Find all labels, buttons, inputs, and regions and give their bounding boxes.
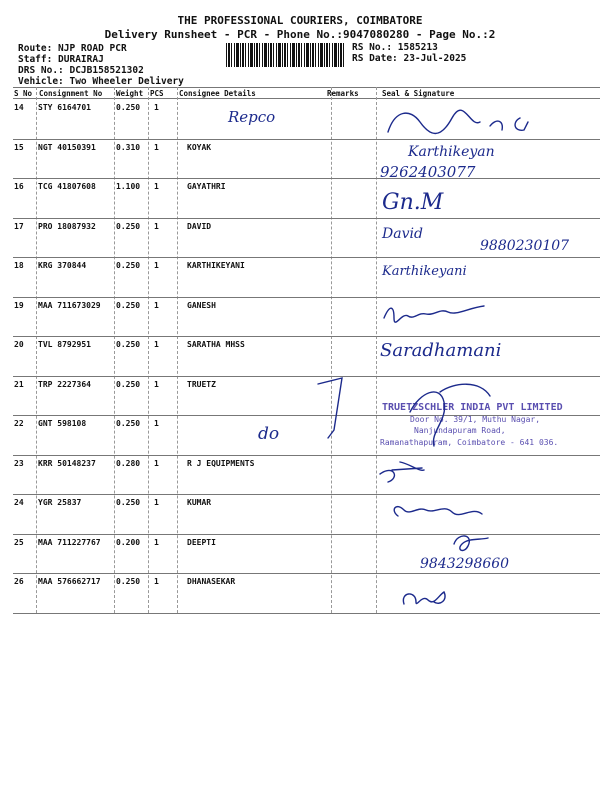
row-sno: 17 (14, 221, 24, 231)
row-weight: 0.310 (116, 142, 141, 152)
handwritten-name: Karthikeyani (382, 264, 467, 279)
row-consignee: DHANASEKAR (187, 577, 236, 586)
row-consignee: KARTHIKEYANI (187, 261, 245, 270)
col-remarks: Remarks (327, 89, 359, 98)
remarks-stroke (318, 378, 342, 438)
row-weight: 0.250 (116, 340, 141, 349)
col-seal-signature: Seal & Signature (382, 89, 455, 98)
row-pcs: 1 (154, 221, 159, 231)
row-consignee: KOYAK (187, 142, 212, 152)
row-consignment-no: STY 6164701 (38, 103, 91, 112)
signature-row-25 (454, 536, 488, 551)
handwritten-signature: Gn.M (382, 190, 444, 215)
row-consignment-no: MAA 711673029 (38, 300, 101, 310)
row-weight: 0.250 (116, 419, 141, 428)
runsheet-subtitle: Delivery Runsheet - PCR - Phone No.:9047080280 - Page No.:2 (104, 28, 496, 41)
signature-row-19 (384, 306, 484, 322)
signature-row-21 (410, 384, 490, 446)
signature-row-26 (403, 592, 445, 604)
rs-number: RS No.: 1585213 (352, 42, 438, 53)
row-pcs: 1 (154, 103, 159, 112)
row-sno: 18 (14, 261, 24, 270)
vehicle-label: Vehicle: Two Wheeler Delivery (18, 76, 184, 87)
drs-number: DRS No.: DCJB158521302 (18, 65, 144, 76)
row-consignee: GAYATHRI (187, 182, 226, 191)
col-consignee: Consignee Details (179, 89, 256, 98)
staff-label: Staff: DURAIRAJ (18, 54, 104, 65)
row-consignee: KUMAR (187, 498, 212, 507)
row-consignment-no: YGR 25837 (38, 498, 82, 507)
row-consignee: GANESH (187, 300, 216, 310)
row-weight: 0.250 (116, 221, 141, 231)
handwritten-name: David (382, 226, 423, 242)
row-consignee: DAVID (187, 221, 212, 231)
rs-date: RS Date: 23-Jul-2025 (352, 53, 467, 64)
row-weight: 0.250 (116, 498, 141, 507)
handwritten-ditto: do (258, 424, 280, 444)
stamp-address: Ramanathapuram, Coimbatore - 641 036. (380, 438, 559, 447)
row-sno: 15 (14, 142, 24, 152)
row-consignee: TRUETZ (187, 379, 216, 389)
handwritten-name: Karthikeyan (408, 144, 495, 160)
stamp-address: Nanjundapuram Road, (414, 426, 506, 435)
row-sno: 24 (14, 498, 24, 507)
handwritten-phone: 9880230107 (480, 238, 570, 254)
row-weight: 0.280 (116, 458, 141, 468)
row-weight: 0.250 (116, 300, 141, 310)
col-sno: S No (14, 89, 33, 98)
signature-row-23 (380, 462, 424, 482)
handwritten-name: Saradhamani (380, 340, 502, 361)
row-consignment-no: MAA 711227767 (38, 537, 101, 547)
row-sno: 26 (14, 577, 24, 586)
row-consignment-no: NGT 40150391 (38, 142, 96, 152)
col-pcs: PCS (150, 89, 164, 98)
handwritten-note: Repco (228, 108, 276, 126)
row-pcs: 1 (154, 419, 159, 428)
row-weight: 1.100 (116, 182, 141, 191)
col-consignment: Consignment No (39, 89, 103, 98)
row-consignment-no: PRO 18087932 (38, 221, 96, 231)
row-pcs: 1 (154, 340, 159, 349)
row-pcs: 1 (154, 537, 159, 547)
row-consignee: SARATHA MHSS (187, 340, 245, 349)
row-consignee: DEEPTI (187, 537, 216, 547)
row-sno: 21 (14, 379, 24, 389)
row-sno: 22 (14, 419, 24, 428)
row-weight: 0.250 (116, 103, 141, 112)
signature-row-24 (394, 507, 482, 516)
row-weight: 0.200 (116, 537, 141, 547)
row-consignment-no: KRR 50148237 (38, 458, 96, 468)
stamp-address: Door No. 39/1, Muthu Nagar, (410, 415, 541, 424)
route-label: Route: NJP ROAD PCR (18, 43, 127, 54)
row-consignment-no: GNT 598108 (38, 419, 87, 428)
row-consignment-no: TCG 41807608 (38, 182, 96, 191)
row-sno: 14 (14, 103, 24, 112)
handwritten-phone: 9262403077 (380, 163, 476, 181)
row-pcs: 1 (154, 458, 159, 468)
row-weight: 0.250 (116, 261, 141, 270)
row-pcs: 1 (154, 261, 159, 270)
row-sno: 25 (14, 537, 24, 547)
company-title: THE PROFESSIONAL COURIERS, COIMBATORE (177, 14, 423, 27)
stamp-company: TRUETZSCHLER INDIA PVT LIMITED (382, 402, 563, 413)
row-pcs: 1 (154, 577, 159, 586)
row-weight: 0.250 (116, 577, 141, 586)
signature-row-14 (388, 110, 528, 133)
row-consignment-no: TVL 8792951 (38, 340, 91, 349)
row-sno: 16 (14, 182, 24, 191)
row-weight: 0.250 (116, 379, 141, 389)
row-consignee: R J EQUIPMENTS (187, 458, 255, 468)
col-weight: Weight (116, 89, 144, 98)
row-pcs: 1 (154, 142, 159, 152)
row-consignment-no: MAA 576662717 (38, 577, 101, 586)
row-pcs: 1 (154, 498, 159, 507)
row-pcs: 1 (154, 182, 159, 191)
row-pcs: 1 (154, 300, 159, 310)
row-sno: 20 (14, 340, 24, 349)
row-pcs: 1 (154, 379, 159, 389)
handwritten-phone: 9843298660 (420, 556, 510, 572)
row-consignment-no: TRP 2227364 (38, 379, 91, 389)
row-sno: 19 (14, 300, 24, 310)
row-consignment-no: KRG 370844 (38, 261, 87, 270)
row-sno: 23 (14, 458, 24, 468)
